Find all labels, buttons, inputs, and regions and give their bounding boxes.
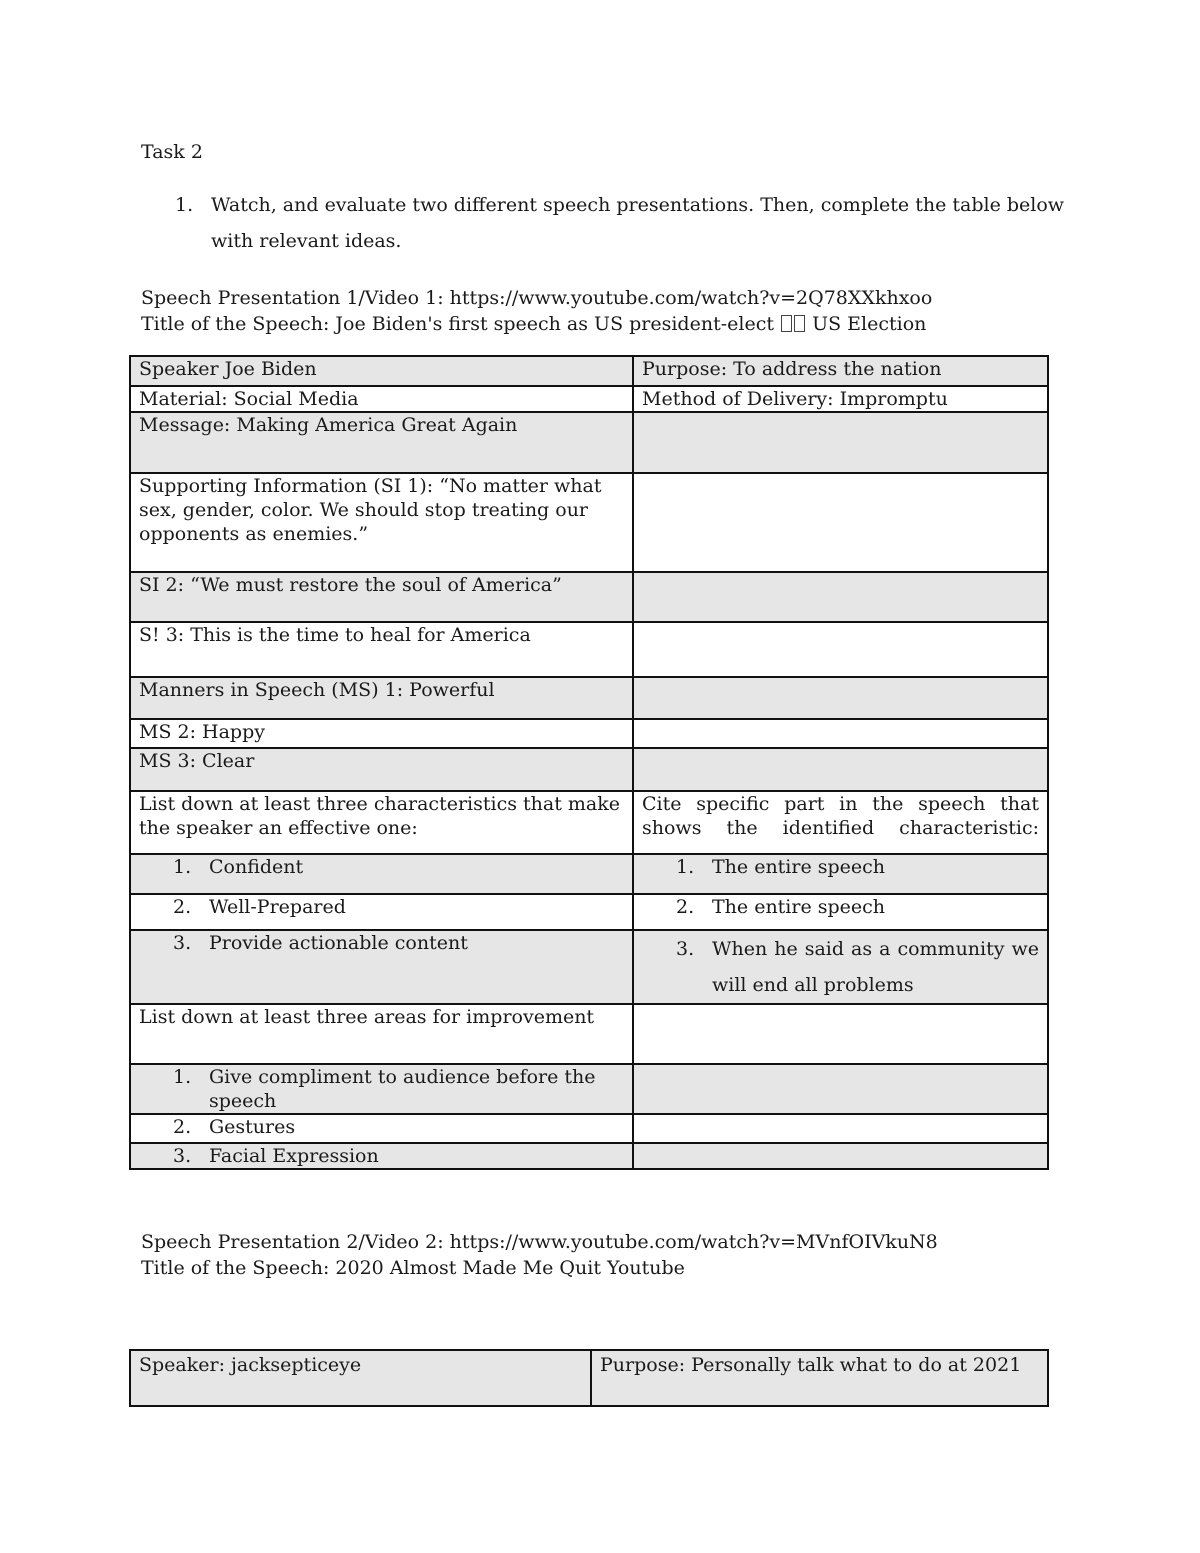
purpose-cell: Purpose: Personally talk what to do at 2021 xyxy=(591,1350,1048,1406)
speaker-cell: Speaker: jacksepticeye xyxy=(130,1350,591,1406)
citation-item: 1. The entire speech xyxy=(633,854,1048,894)
ms3-cell: MS 3: Clear xyxy=(130,748,633,791)
material-cell: Material: Social Media xyxy=(130,386,633,412)
ms2-cell: MS 2: Happy xyxy=(130,719,633,748)
instruction-line-1: Watch, and evaluate two different speech presentations. Then, complete the table below xyxy=(211,194,1065,216)
empty-cell xyxy=(633,1004,1048,1064)
speech1-title xyxy=(141,313,926,335)
citation-header: Cite specific part in the speech that shows the identified characteristic: xyxy=(633,791,1048,854)
empty-cell xyxy=(633,1143,1048,1169)
empty-cell xyxy=(633,1114,1048,1143)
speech2-title: Title of the Speech: 2020 Almost Made Me Quit Youtube xyxy=(141,1257,685,1279)
characteristic-item: 1. Confident xyxy=(130,854,633,894)
empty-cell xyxy=(633,572,1048,622)
speech1-evaluation-table xyxy=(129,355,1049,1170)
si1-cell: Supporting Information (SI 1): “No matter what sex, gender, color. We should stop treating our opponents as enemies.” xyxy=(130,473,633,572)
instruction-line-2: with relevant ideas. xyxy=(211,230,402,252)
improvement-header: List down at least three areas for improvement xyxy=(130,1004,633,1064)
characteristic-item: 2. Well-Prepared xyxy=(130,894,633,930)
message-cell: Message: Making America Great Again xyxy=(130,412,633,473)
empty-cell xyxy=(633,748,1048,791)
empty-cell xyxy=(633,677,1048,719)
speaker-cell: Speaker Joe Biden xyxy=(130,356,633,386)
si3-cell: S! 3: This is the time to heal for America xyxy=(130,622,633,677)
speech2-video-link: Speech Presentation 2/Video 2: https://www.youtube.com/watch?v=MVnfOIVkuN8 xyxy=(141,1231,938,1253)
speech1-video-link: Speech Presentation 1/Video 1: https://www.youtube.com/watch?v=2Q78XXkhxoo xyxy=(141,287,933,309)
ms1-cell: Manners in Speech (MS) 1: Powerful xyxy=(130,677,633,719)
characteristics-header: List down at least three characteristics that make the speaker an effective one: xyxy=(130,791,633,854)
task-title: Task 2 xyxy=(141,141,203,163)
improvement-item: 1. Give compliment to audience before the speech xyxy=(130,1064,633,1114)
improvement-item: 3. Facial Expression xyxy=(130,1143,633,1169)
empty-cell xyxy=(633,1064,1048,1114)
citation-item: 3. When he said as a community we will end all problems xyxy=(633,930,1048,1004)
missing-glyph-icon xyxy=(781,315,792,332)
empty-cell xyxy=(633,412,1048,473)
purpose-cell: Purpose: To address the nation xyxy=(633,356,1048,386)
characteristic-item: 3. Provide actionable content xyxy=(130,930,633,1004)
citation-item: 2. The entire speech xyxy=(633,894,1048,930)
method-cell: Method of Delivery: Impromptu xyxy=(633,386,1048,412)
missing-glyph-icon xyxy=(794,315,805,332)
empty-cell xyxy=(633,719,1048,748)
speech1-title-suffix: US Election xyxy=(812,313,927,335)
empty-cell xyxy=(633,473,1048,572)
si2-cell: SI 2: “We must restore the soul of America” xyxy=(130,572,633,622)
instruction-number: 1. xyxy=(175,194,194,216)
improvement-item: 2. Gestures xyxy=(130,1114,633,1143)
speech1-title-prefix: Title of the Speech: Joe Biden's first speech as US president-elect xyxy=(141,313,774,335)
empty-cell xyxy=(633,622,1048,677)
speech2-evaluation-table xyxy=(129,1349,1049,1407)
